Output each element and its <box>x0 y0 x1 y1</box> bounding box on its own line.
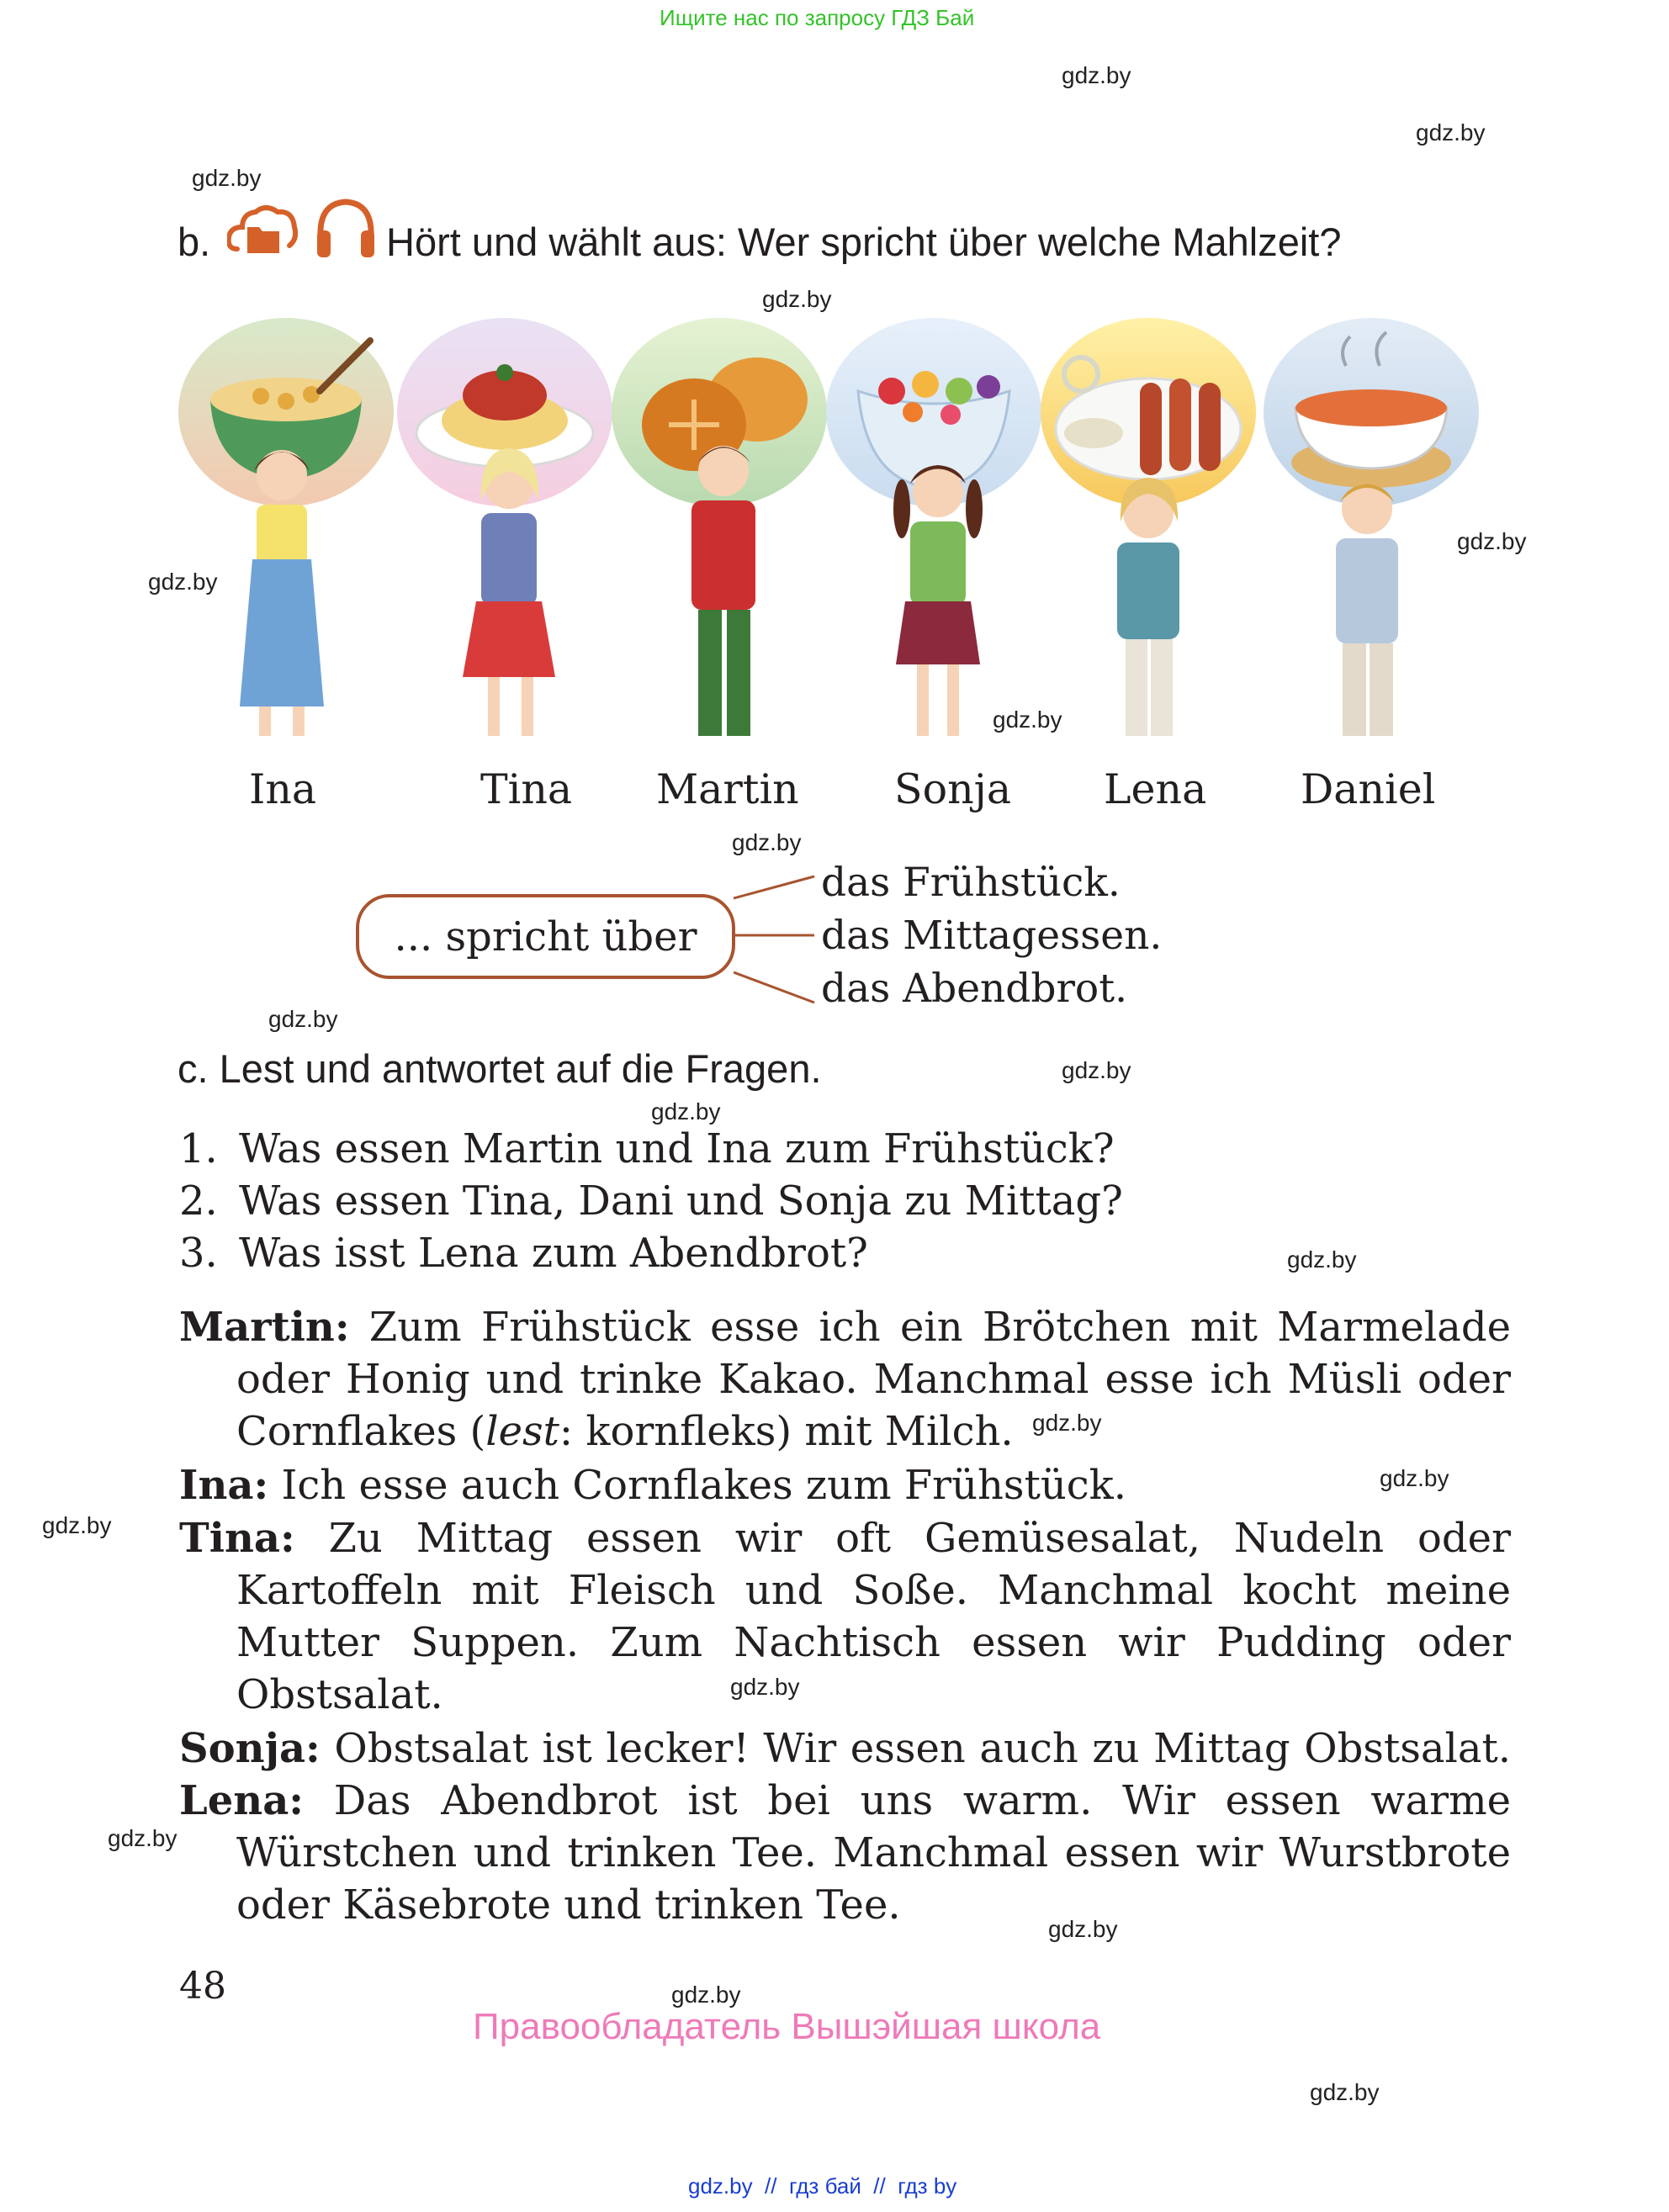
cloud-folder-icon <box>227 202 298 261</box>
paragraph-martin <box>179 1301 1511 1458</box>
watermark: gdz.by <box>1062 62 1131 88</box>
dialogue-line: Das Abendbrot ist bei uns warm. Wir essen warme <box>333 1777 1511 1824</box>
footer-links[interactable]: gdz.by // гдз бай // гдз by <box>688 2173 957 2199</box>
name-label-tina: Tina <box>480 765 573 813</box>
watermark: gdz.by <box>192 165 262 191</box>
top-banner: Ищите нас по запросу ГДЗ Бай <box>660 5 975 30</box>
paragraph-tina <box>179 1512 1511 1721</box>
question-text: Was essen Martin und Ina zum Frühstück? <box>239 1125 1115 1172</box>
dialogue-line: oder Käsebrote und trinken Tee. <box>236 1881 901 1929</box>
paragraph-lena <box>179 1775 1511 1931</box>
connector-lines <box>734 866 818 1009</box>
watermark: gdz.by <box>762 286 832 312</box>
name-label-sonja: Sonja <box>894 765 1012 813</box>
dialogue-line: Cornflakes ( <box>236 1408 486 1455</box>
meal-illustration <box>177 307 1482 740</box>
speaker-martin: Martin: <box>179 1304 350 1351</box>
headphones-icon <box>314 197 378 261</box>
dialogue-line: Zu Mittag essen wir oft Gemüsesalat, Nudeln oder <box>328 1515 1512 1562</box>
name-label-ina: Ina <box>249 765 317 813</box>
dialogue-line: Obstsalat ist lecker! Wir essen auch zu Mittag Obstsalat. <box>334 1725 1511 1772</box>
watermark: gdz.by <box>1062 1057 1131 1083</box>
dialogue-line: oder Honig und trinke Kakao. Manchmal esse ich Müsli oder <box>236 1356 1511 1403</box>
paragraph-ina <box>179 1459 1511 1511</box>
page-number: 48 <box>179 1965 226 2008</box>
question-number: 1. <box>179 1125 218 1172</box>
watermark: gdz.by <box>1048 1916 1118 1942</box>
question-text: Was isst Lena zum Abendbrot? <box>239 1230 868 1277</box>
option-abendbrot: das Abendbrot. <box>821 966 1128 1012</box>
watermark: gdz.by <box>1287 1246 1357 1273</box>
watermark: gdz.by <box>42 1512 112 1538</box>
watermark: gdz.by <box>732 829 802 855</box>
option-fruehstueck: das Frühstück. <box>821 860 1121 906</box>
watermark: gdz.by <box>148 569 218 595</box>
rights-holder: Правообладатель Вышэйшая школа <box>473 2006 1101 2047</box>
name-label-lena: Lena <box>1104 765 1207 813</box>
speech-bubble <box>356 894 735 979</box>
figure-sonja <box>893 465 983 736</box>
watermark: gdz.by <box>651 1098 721 1125</box>
name-label-daniel: Daniel <box>1301 765 1436 813</box>
watermark: gdz.by <box>730 1674 800 1700</box>
task-b-letter: b. <box>177 220 211 264</box>
question-number: 2. <box>179 1177 218 1225</box>
dialogue-line: Mutter Suppen. Zum Nachtisch essen wir Pudding oder <box>236 1619 1511 1666</box>
speech-bubble-text: ... spricht über <box>394 913 697 960</box>
watermark: gdz.by <box>1416 119 1486 146</box>
watermark: gdz.by <box>1380 1465 1449 1491</box>
watermark: gdz.by <box>108 1825 177 1851</box>
dialogue-line: Zum Frühstück esse ich ein Brötchen mit Marmelade <box>368 1304 1511 1351</box>
figure-lena <box>1117 478 1179 736</box>
watermark: gdz.by <box>1032 1410 1102 1436</box>
task-c-title: c. Lest und antwortet auf die Fragen. <box>177 1046 822 1091</box>
paragraph-sonja <box>179 1723 1511 1775</box>
dialogue-line: Würstchen und trinken Tee. Manchmal essen wir Wurstbrote <box>236 1829 1511 1876</box>
speaker-lena: Lena: <box>179 1777 305 1824</box>
dialogue-line: Ich esse auch Cornflakes zum Frühstück. <box>281 1462 1126 1509</box>
watermark: gdz.by <box>993 706 1062 733</box>
speaker-sonja: Sonja: <box>179 1725 321 1772</box>
watermark: gdz.by <box>1310 2079 1380 2105</box>
option-mittagessen: das Mittagessen. <box>821 913 1163 959</box>
dialogue-line: Kartoffeln mit Fleisch und Soße. Manchmal kocht meine <box>236 1567 1511 1614</box>
task-b-title: Hört und wählt aus: Wer spricht über welche Mahlzeit? <box>386 220 1342 264</box>
name-label-martin: Martin <box>656 765 799 813</box>
meal-soup <box>1264 318 1479 506</box>
figure-daniel <box>1336 484 1398 736</box>
dialogue-line: : kornfleks) mit Milch. <box>559 1408 1014 1455</box>
watermark: gdz.by <box>671 1982 741 2008</box>
question-text: Was essen Tina, Dani und Sonja zu Mittag? <box>239 1177 1123 1225</box>
dialogue-line: Obstsalat. <box>236 1671 443 1718</box>
watermark: gdz.by <box>1457 528 1527 554</box>
speaker-tina: Tina: <box>179 1515 295 1562</box>
dialogue-line: lest <box>485 1408 559 1455</box>
watermark: gdz.by <box>268 1006 338 1032</box>
speaker-ina: Ina: <box>179 1462 269 1509</box>
question-number: 3. <box>179 1230 218 1277</box>
